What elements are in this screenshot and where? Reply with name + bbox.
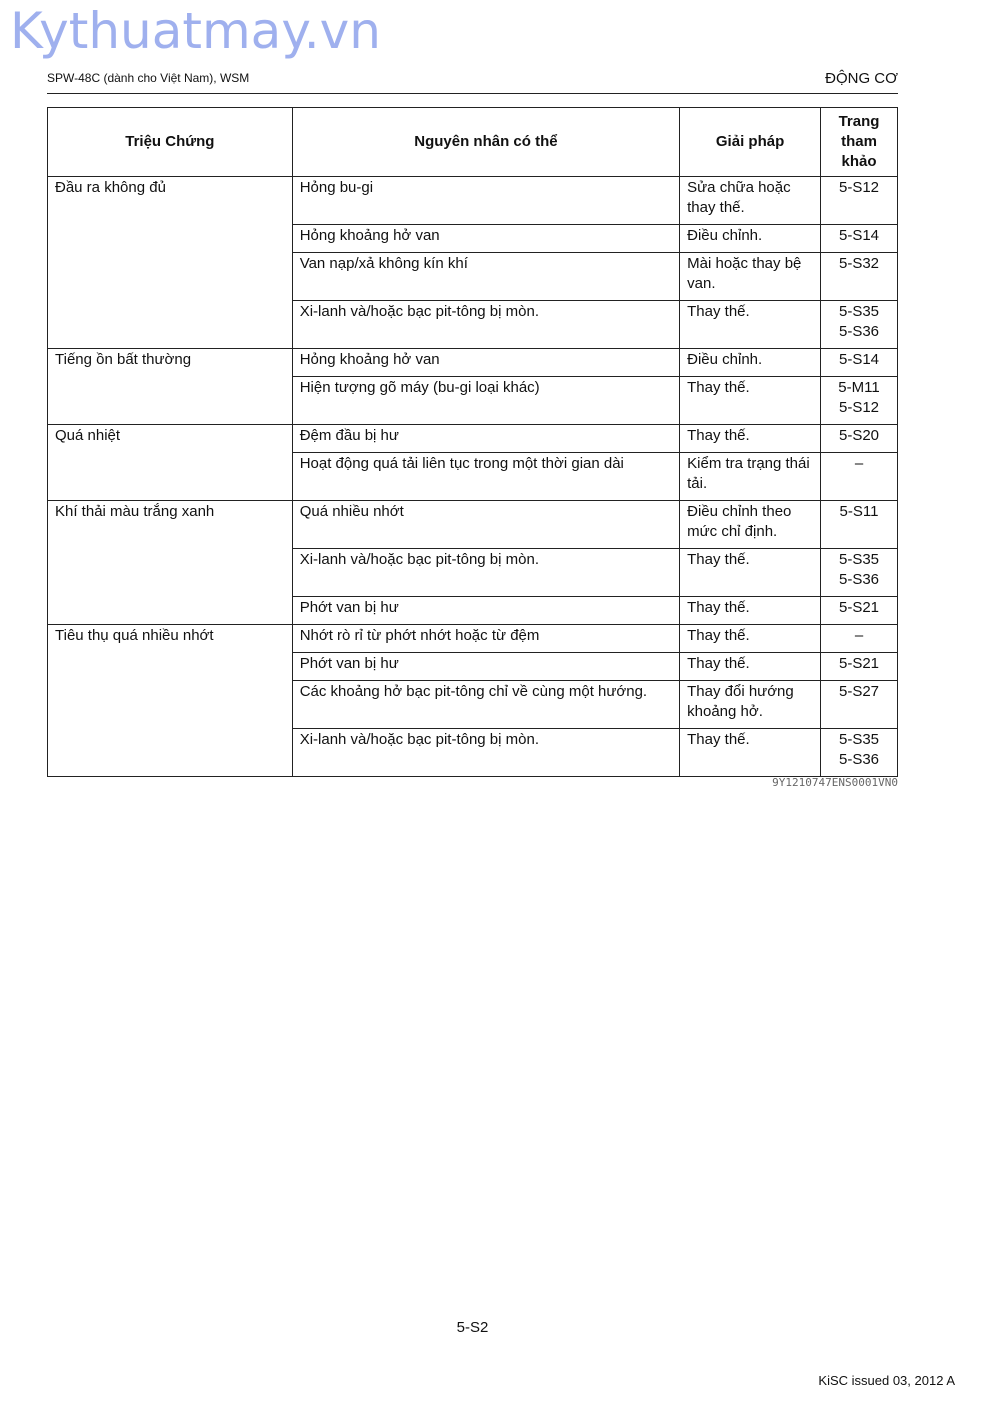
col-header-symptom: Triệu Chứng	[48, 108, 293, 177]
solution-cell: Sửa chữa hoặc thay thế.	[680, 177, 821, 225]
symptom-cell: Quá nhiệt	[48, 425, 293, 501]
reference-cell: 5-S35 5-S36	[821, 301, 898, 349]
table-row	[48, 625, 898, 653]
solution-cell: Thay thế.	[680, 377, 821, 425]
cause-cell: Quá nhiều nhớt	[292, 501, 679, 549]
reference-cell: 5-S35 5-S36	[821, 729, 898, 777]
reference-cell: 5-M11 5-S12	[821, 377, 898, 425]
reference-cell: 5-S32	[821, 253, 898, 301]
solution-cell: Điều chỉnh theo mức chỉ định.	[680, 501, 821, 549]
document-code: 9Y1210747ENS0001VN0	[772, 776, 898, 789]
solution-cell: Thay thế.	[680, 597, 821, 625]
solution-cell: Điều chỉnh.	[680, 349, 821, 377]
cause-cell: Phớt van bị hư	[292, 597, 679, 625]
troubleshooting-table	[47, 107, 898, 777]
reference-cell: 5-S21	[821, 653, 898, 681]
table-row	[48, 349, 898, 377]
cause-cell: Xi-lanh và/hoặc bạc pit-tông bị mòn.	[292, 301, 679, 349]
header-model: SPW-48C (dành cho Việt Nam), WSM	[47, 71, 250, 85]
cause-cell: Xi-lanh và/hoặc bạc pit-tông bị mòn.	[292, 549, 679, 597]
solution-cell: Thay thế.	[680, 425, 821, 453]
solution-cell: Thay thế.	[680, 549, 821, 597]
solution-cell: Thay thế.	[680, 301, 821, 349]
symptom-cell: Đầu ra không đủ	[48, 177, 293, 349]
watermark-logo: Kythuatmay.vn	[10, 2, 381, 60]
symptom-cell: Tiếng ồn bất thường	[48, 349, 293, 425]
solution-cell: Thay thế.	[680, 729, 821, 777]
cause-cell: Xi-lanh và/hoặc bạc pit-tông bị mòn.	[292, 729, 679, 777]
cause-cell: Hỏng khoảng hở van	[292, 225, 679, 253]
reference-cell: 5-S11	[821, 501, 898, 549]
page-number: 5-S2	[456, 1319, 489, 1336]
table-row	[48, 177, 898, 225]
solution-cell: Điều chỉnh.	[680, 225, 821, 253]
cause-cell: Hỏng bu-gi	[292, 177, 679, 225]
cause-cell: Đệm đầu bị hư	[292, 425, 679, 453]
reference-cell: –	[821, 453, 898, 501]
solution-cell: Thay đổi hướng khoảng hở.	[680, 681, 821, 729]
reference-cell: –	[821, 625, 898, 653]
symptom-cell: Tiêu thụ quá nhiều nhớt	[48, 625, 293, 777]
table-row	[48, 501, 898, 549]
cause-cell: Nhớt rò rỉ từ phớt nhớt hoặc từ đệm	[292, 625, 679, 653]
cause-cell: Hiện tượng gõ máy (bu-gi loại khác)	[292, 377, 679, 425]
reference-cell: 5-S35 5-S36	[821, 549, 898, 597]
symptom-cell: Khí thải màu trắng xanh	[48, 501, 293, 625]
col-header-cause: Nguyên nhân có thể	[292, 108, 679, 177]
reference-cell: 5-S21	[821, 597, 898, 625]
solution-cell: Mài hoặc thay bệ van.	[680, 253, 821, 301]
solution-cell: Thay thế.	[680, 653, 821, 681]
cause-cell: Các khoảng hở bạc pit-tông chỉ về cùng một hướng.	[292, 681, 679, 729]
reference-cell: 5-S27	[821, 681, 898, 729]
reference-cell: 5-S14	[821, 349, 898, 377]
header-divider	[47, 93, 898, 94]
reference-cell: 5-S20	[821, 425, 898, 453]
cause-cell: Hỏng khoảng hở van	[292, 349, 679, 377]
table-row	[48, 425, 898, 453]
col-header-reference: Trang tham khảo	[821, 108, 898, 177]
table-header-row	[48, 108, 898, 177]
solution-cell: Kiểm tra trạng thái tải.	[680, 453, 821, 501]
col-header-solution: Giải pháp	[680, 108, 821, 177]
cause-cell: Hoạt động quá tải liên tục trong một thời gian dài	[292, 453, 679, 501]
footer-issue: KiSC issued 03, 2012 A	[818, 1373, 955, 1388]
cause-cell: Van nạp/xả không kín khí	[292, 253, 679, 301]
reference-cell: 5-S12	[821, 177, 898, 225]
solution-cell: Thay thế.	[680, 625, 821, 653]
cause-cell: Phớt van bị hư	[292, 653, 679, 681]
reference-cell: 5-S14	[821, 225, 898, 253]
header-section: ĐỘNG CƠ	[825, 70, 898, 87]
table-body	[48, 177, 898, 777]
